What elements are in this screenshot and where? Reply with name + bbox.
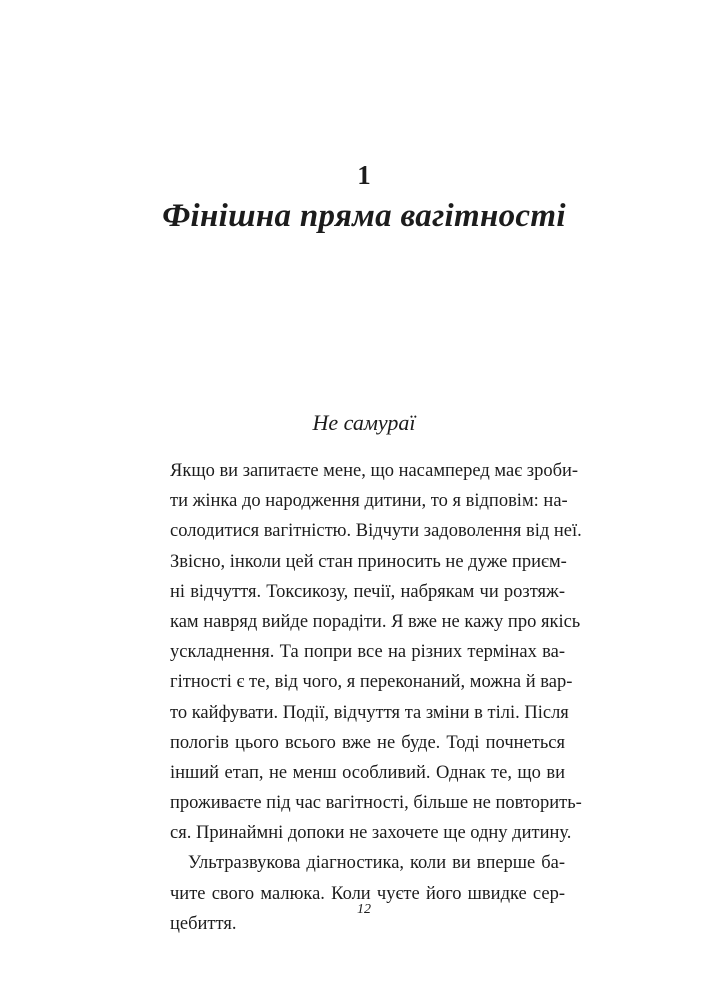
chapter-number: 1 — [357, 160, 371, 190]
section-title: Не самураї — [312, 410, 416, 435]
body-line: проживаєте під час вагітності, більше не повторить- — [170, 793, 582, 814]
body-line: чите свого малюка. Коли чуєте його швидке сер- — [170, 883, 565, 904]
body-line: ся. Принаймні допоки не захочете ще одну дитину. — [170, 823, 572, 844]
body-text — [170, 456, 582, 939]
body-line: пологів цього всього вже не буде. Тоді почнеться — [170, 732, 565, 753]
body-line: ускладнення. Та попри все на різних термінах ва- — [170, 642, 565, 663]
body-line: ні відчуття. Токсикозу, печії, набрякам чи розтяж- — [170, 581, 565, 602]
body-line: кам навряд вийде порадіти. Я вже не кажу про якісь — [170, 611, 581, 632]
body-line: солодитися вагітністю. Відчути задоволення від неї. — [170, 521, 582, 542]
page-number: 12 — [357, 902, 371, 917]
body-line: цебиття. — [170, 913, 237, 934]
body-line: Звісно, інколи цей стан приносить не дуже приєм- — [170, 551, 567, 572]
body-line: ти жінка до народження дитини, то я відповім: на- — [170, 491, 568, 512]
body-line: то кайфувати. Події, відчуття та зміни в тілі. Після — [170, 702, 569, 723]
body-line: Ультразвукова діагностика, коли ви вперше ба- — [188, 853, 565, 874]
body-line: інший етап, не менш особливий. Однак те, що ви — [170, 762, 565, 783]
body-line: гітності є те, від чого, я переконаний, можна й вар- — [170, 672, 573, 693]
chapter-title: Фінішна пряма вагітності — [162, 198, 566, 234]
body-line: Якщо ви запитаєте мене, що насамперед має зроби- — [170, 461, 579, 481]
